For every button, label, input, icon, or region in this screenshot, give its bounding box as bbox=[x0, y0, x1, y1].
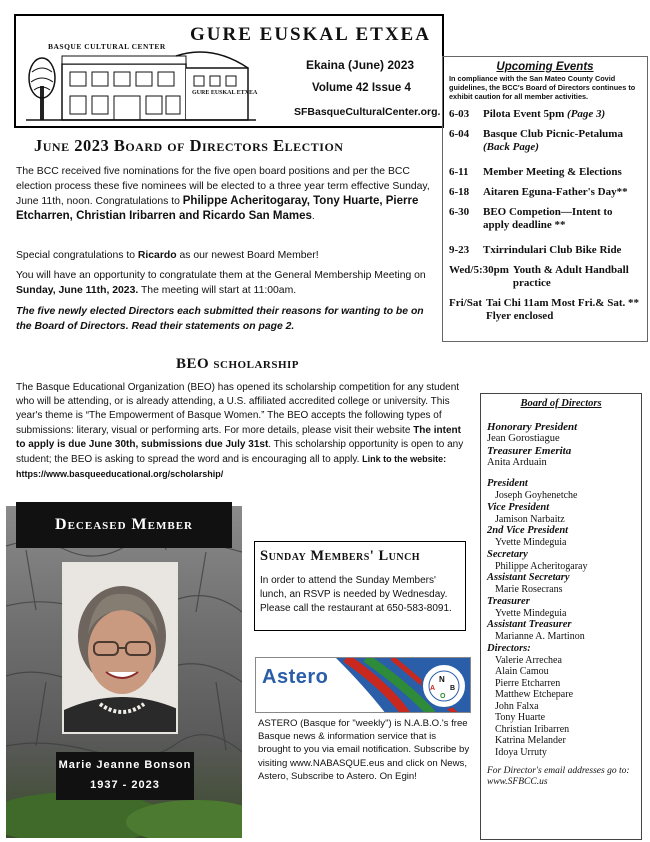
badge-letter-o: O bbox=[440, 693, 446, 700]
election-paragraph-2: Special congratulations to Ricardo as our newest Board Member! bbox=[16, 250, 319, 261]
board-role: Treasurer bbox=[487, 595, 530, 607]
event-item bbox=[449, 186, 641, 199]
website: SFBasqueCulturalCenter.org. bbox=[294, 106, 441, 118]
events-title: Upcoming Events bbox=[496, 61, 594, 73]
event-date: 9-23 bbox=[449, 244, 470, 256]
board-member-name: Marie Rosecrans bbox=[495, 584, 563, 595]
badge-letter-n: N bbox=[439, 675, 445, 684]
board-group bbox=[487, 421, 635, 445]
election-heading: June 2023 Board of Directors Election bbox=[34, 136, 344, 155]
election-paragraph-1: The BCC received five nominations for the five open board positions and per the BCC election process these five nominees will be elected to a three year term effective Sunday, June 11th, noon. Congratulations to Philippe Acheritogaray, Tony Huarte, Pierre Etcharren, Christian Iribarren and Ricardo San Mames. bbox=[16, 166, 430, 222]
board-member-name: Christian Iribarren bbox=[495, 723, 570, 735]
board-member-name: Tony Huarte bbox=[495, 712, 546, 723]
board-group bbox=[487, 445, 635, 469]
deceased-years: 1937 - 2023 bbox=[90, 779, 160, 791]
building-sign: BASQUE CULTURAL CENTER bbox=[48, 42, 166, 51]
club-title: GURE EUSKAL ETXEA bbox=[190, 24, 431, 45]
board-member-name: Matthew Etchepare bbox=[495, 689, 574, 700]
events-note: In compliance with the San Mateo County Covid guidelines, the BCC's Board of Directors continues to exhibit caution for all member activities. bbox=[449, 74, 636, 101]
board-group bbox=[487, 596, 635, 620]
board-group bbox=[487, 643, 635, 759]
board-group bbox=[487, 619, 635, 643]
event-item bbox=[449, 206, 641, 232]
board-member-name: Jamison Narbaitz bbox=[495, 513, 565, 525]
event-date: Wed/5:30pm bbox=[449, 264, 509, 276]
portrait-image bbox=[64, 564, 178, 734]
board-member-name: Yvette Mindeguia bbox=[495, 607, 567, 619]
portrait-photo bbox=[62, 562, 178, 734]
board-role: Treasurer Emerita bbox=[487, 444, 572, 457]
astero-banner[interactable] bbox=[255, 657, 471, 713]
events-list bbox=[449, 108, 641, 323]
event-text: Tai Chi 11am Most Fri.& Sat. ** Flyer enclosed bbox=[486, 297, 639, 322]
board-role: Vice President bbox=[487, 501, 550, 513]
event-text: Member Meeting & Elections bbox=[483, 166, 622, 178]
board-role: Honorary President bbox=[487, 421, 578, 433]
board-of-directors-panel bbox=[480, 393, 642, 840]
volume-issue: Volume 42 Issue 4 bbox=[312, 82, 411, 94]
election-paragraph-3: You will have an opportunity to congratulate them at the General Membership Meeting on Sunday, June 11th, 2023. The meeting will start at 11:00am. bbox=[16, 270, 426, 296]
event-date: 6-03 bbox=[449, 108, 470, 120]
board-member-name: Jean Gorostiague bbox=[487, 433, 560, 444]
astero-body: ASTERO (Basque for "weekly") is N.A.B.O.'s free Basque news & information service that is brought to you via email notification. Subscribe by visiting www.NABASQUE.eus and click on News, Astero, Subscribe to Astero. On Egin! bbox=[258, 718, 470, 782]
event-item bbox=[449, 244, 641, 257]
board-member-name: Marianne A. Martinon bbox=[495, 631, 585, 642]
elected-names: Philippe Acheritogaray, Tony Huarte, Pierre Etcharren, Christian Iribarren and Ricardo San Mames bbox=[16, 195, 419, 222]
board-footer: For Director's email addresses go to: www.SFBCC.us bbox=[487, 766, 630, 787]
upcoming-events-panel bbox=[442, 56, 648, 342]
board-member-name: Yvette Mindeguia bbox=[495, 537, 567, 548]
event-date: 6-04 bbox=[449, 128, 470, 140]
event-date: 6-11 bbox=[449, 166, 469, 178]
board-member-name: Pierre Etcharren bbox=[495, 677, 561, 689]
event-text: Basque Club Picnic-Petaluma (Back Page) bbox=[483, 128, 623, 153]
event-text: Txirrindulari Club Bike Ride bbox=[483, 244, 622, 256]
board-role: Directors: bbox=[487, 642, 531, 654]
board-role: Assistant Secretary bbox=[487, 572, 570, 583]
election-paragraph-4: The five newly elected Directors each submitted their reasons for wanting to be on the Board of Directors. Read their statements on page 2. bbox=[16, 306, 424, 332]
event-date: 6-18 bbox=[449, 186, 470, 198]
event-date: 6-30 bbox=[449, 206, 470, 218]
lunch-heading: Sunday Members' Lunch bbox=[260, 548, 421, 564]
board-role: Secretary bbox=[487, 548, 528, 560]
board-title: Board of Directors bbox=[520, 398, 602, 409]
building-sign-2: GURE EUSKAL ETXEA bbox=[192, 90, 258, 96]
event-text: BEO Competion—Intent to apply deadline ** bbox=[483, 206, 613, 231]
event-date: Fri/Sat bbox=[449, 297, 482, 309]
event-text: Aitaren Eguna-Father's Day** bbox=[483, 186, 628, 198]
board-member-name: Alain Camou bbox=[495, 666, 549, 677]
board-list bbox=[487, 421, 635, 758]
event-item bbox=[449, 166, 641, 179]
board-group bbox=[487, 572, 635, 596]
memorial-caption bbox=[56, 752, 194, 800]
deceased-name: Marie Jeanne Bonson bbox=[58, 759, 192, 771]
event-item bbox=[449, 128, 641, 154]
astero-logo-text: Astero bbox=[262, 666, 329, 688]
lunch-body: In order to attend the Sunday Members' lunch, an RSVP is needed by Wednesday. Please call the restaurant at 650-583-8091. bbox=[260, 575, 452, 614]
board-role: Assistant Treasurer bbox=[487, 619, 572, 630]
badge-letter-b: B bbox=[450, 685, 456, 692]
board-member-name: Philippe Acheritogaray bbox=[495, 560, 588, 572]
masthead bbox=[14, 14, 444, 128]
event-text: Youth & Adult Handball practice bbox=[512, 264, 629, 289]
board-group bbox=[487, 478, 635, 502]
issue-date: Ekaina (June) 2023 bbox=[306, 58, 415, 72]
board-role: 2nd Vice President bbox=[487, 525, 569, 536]
event-item bbox=[449, 264, 641, 290]
event-item bbox=[449, 297, 641, 323]
board-member-name: Anita Arduain bbox=[487, 456, 547, 468]
board-member-name: Joseph Goyhenetche bbox=[495, 490, 578, 501]
board-role: President bbox=[487, 478, 528, 489]
scholarship-link[interactable]: Link to the website: https://www.basqueeducational.org/scholarship/ bbox=[16, 454, 447, 480]
badge-letter-a: A bbox=[430, 685, 436, 692]
deceased-banner: Deceased Member bbox=[16, 502, 232, 548]
board-group bbox=[487, 525, 635, 549]
event-text: Pilota Event 5pm (Page 3) bbox=[483, 108, 606, 120]
board-member-name: Valerie Arrechea bbox=[495, 654, 562, 666]
board-group bbox=[487, 549, 635, 573]
board-member-name: Katrina Melander bbox=[495, 735, 566, 746]
event-item bbox=[449, 108, 641, 121]
board-member-name: John Falxa bbox=[495, 700, 539, 712]
board-group bbox=[487, 502, 635, 526]
board-member-name: Idoya Urruty bbox=[495, 746, 547, 758]
scholarship-heading: BEO scholarship bbox=[176, 356, 299, 372]
scholarship-body: The Basque Educational Organization (BEO) has opened its scholarship competition for any student who will be attending, or is already attending, a U.S. affiliated accredited college or university. This year's theme is “The Empowerment of Basque Women.” The BEO accepts the following types of submissions: literary, visual or performing arts. For more details, please visit their website The intent to apply is due June 30th, submissions due July 31st. This scholarship opportunity is open to any student; the BEO is asking to spread the word and is encouraging all to apply. Link to the website: https://www.basqueeducational.org/scholarship/ bbox=[16, 382, 464, 480]
